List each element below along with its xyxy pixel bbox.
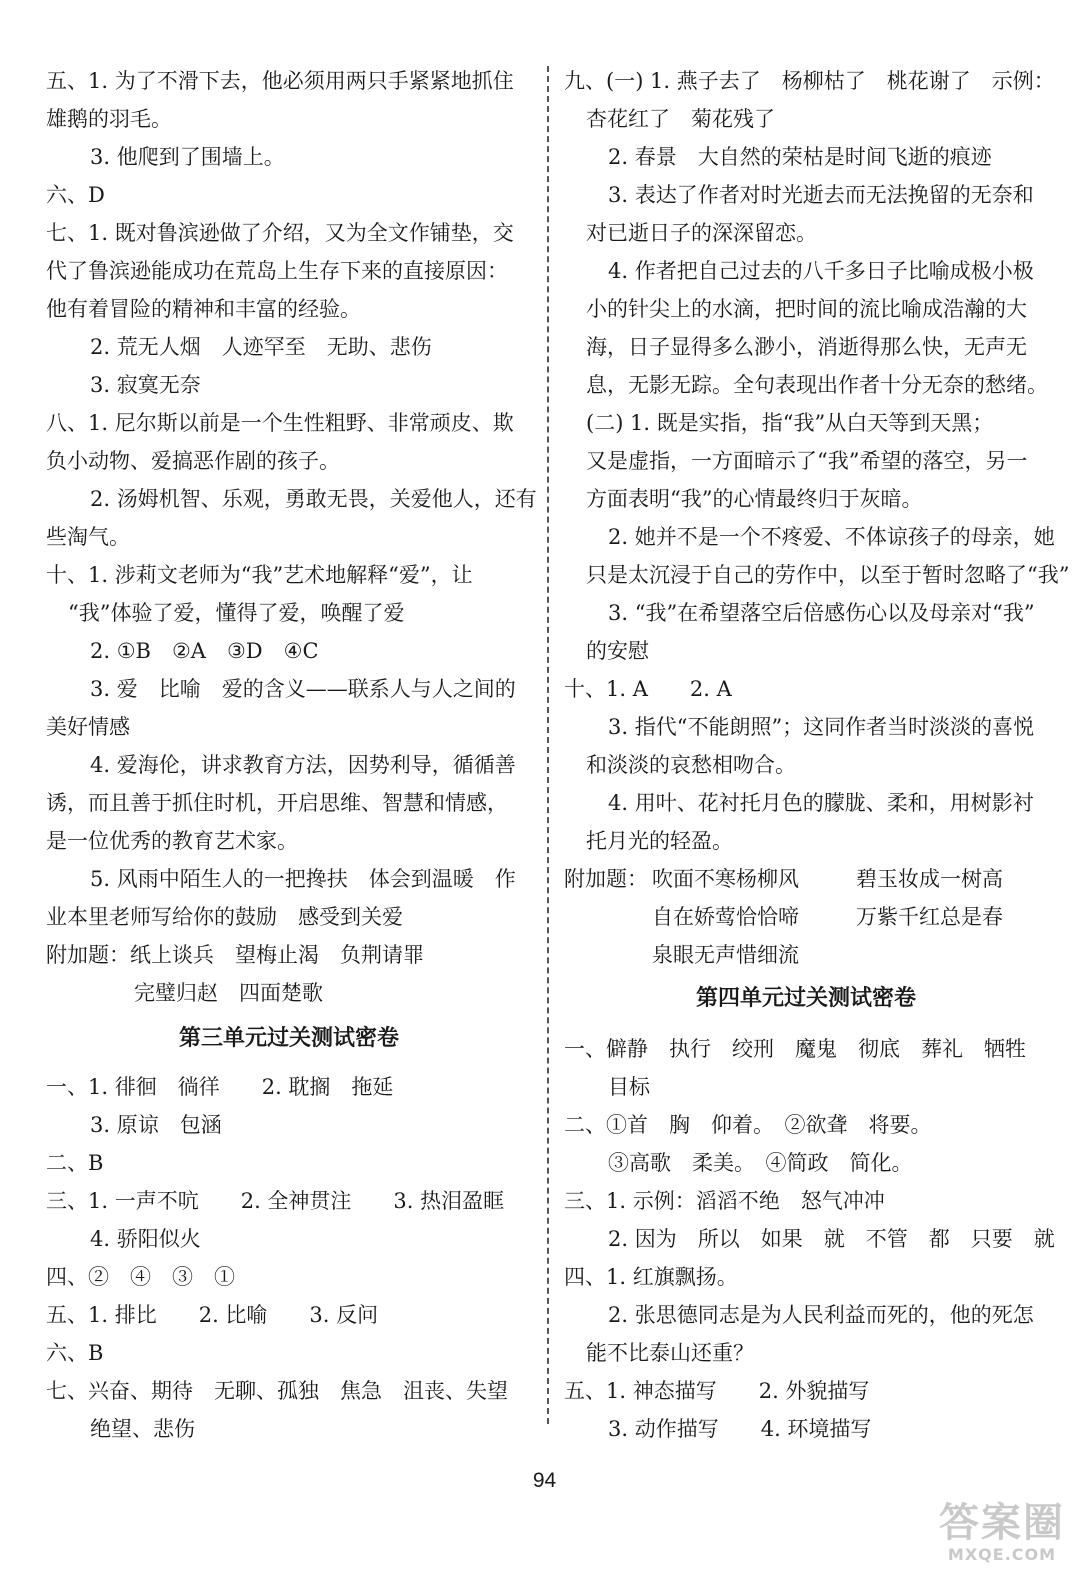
answer-line: 六、D bbox=[46, 183, 105, 207]
answer-line: 绝望、悲伤 bbox=[90, 1417, 195, 1441]
answer-line: 4. 作者把自己过去的八千多日子比喻成极小极 bbox=[608, 259, 1034, 283]
answer-line: 4. 爱海伦，讲求教育方法，因势利导，循循善 bbox=[90, 753, 516, 777]
answer-line: 七、1. 既对鲁滨逊做了介绍，又为全文作铺垫，交 bbox=[46, 221, 514, 245]
answer-line: 美好情感 bbox=[46, 715, 130, 739]
answer-line: (二) 1. 既是实指，指“我”从白天等到天黑； bbox=[586, 411, 994, 435]
poem-line: 碧玉妆成一树高 bbox=[856, 867, 1003, 891]
extra-question-label: 附加题： bbox=[564, 867, 648, 891]
answer-line: 2. 因为 所以 如果 就 不管 都 只要 就 bbox=[608, 1227, 1055, 1251]
answer-line: 一、1. 徘徊 徜徉 2. 耽搁 拖延 bbox=[46, 1075, 394, 1099]
answer-line: 诱，而且善于抓住时机，开启思维、智慧和情感， bbox=[46, 791, 508, 815]
answer-line: 二、B bbox=[46, 1151, 104, 1175]
answer-line: 五、1. 神态描写 2. 外貌描写 bbox=[564, 1379, 870, 1403]
answer-line: 又是虚指，一方面暗示了“我”希望的落空，另一 bbox=[586, 449, 1028, 473]
answer-line: 代了鲁滨逊能成功在荒岛上生存下来的直接原因： bbox=[46, 259, 508, 283]
answer-line: 的安慰 bbox=[586, 639, 649, 663]
answer-line: 小的针尖上的水滴，把时间的流比喻成浩瀚的大 bbox=[586, 297, 1027, 321]
answer-line: 三、1. 示例：滔滔不绝 怒气冲冲 bbox=[564, 1189, 885, 1213]
answer-line: 海，日子显得多么渺小，消逝得那么快，无声无 bbox=[586, 335, 1027, 359]
answer-line: 七、兴奋、期待 无聊、孤独 焦急 沮丧、失望 bbox=[46, 1379, 508, 1403]
answer-line: 目标 bbox=[608, 1075, 650, 1099]
answer-line: 3. “我”在希望落空后倍感伤心以及母亲对“我” bbox=[608, 601, 1035, 625]
answer-line: 2. 春景 大自然的荣枯是时间飞逝的痕迹 bbox=[608, 145, 992, 169]
answer-line: 雄鹅的羽毛。 bbox=[46, 107, 172, 131]
answer-line: ③高歌 柔美。 ④简政 简化。 bbox=[608, 1151, 913, 1175]
answer-line: 4. 用叶、花衬托月色的朦胧、柔和，用树影衬 bbox=[608, 791, 1034, 815]
answer-line: 3. 原谅 包涵 bbox=[90, 1113, 222, 1137]
answer-line: 方面表明“我”的心情最终归于灰暗。 bbox=[586, 487, 923, 511]
poem-line: 万紫千红总是春 bbox=[856, 905, 1003, 929]
answer-line: 业本里老师写给你的鼓励 感受到关爱 bbox=[46, 905, 403, 929]
answer-line: 四、② ④ ③ ① bbox=[46, 1265, 235, 1289]
answer-line: 5. 风雨中陌生人的一把搀扶 体会到温暖 作 bbox=[90, 867, 516, 891]
answer-line: 对已逝日子的深深留恋。 bbox=[586, 221, 817, 245]
answer-line: 十、1. 涉莉文老师为“我”艺术地解释“爱”，让 bbox=[46, 563, 473, 587]
answer-line: 2. ①B ②A ③D ④C bbox=[90, 639, 319, 663]
answer-line: 完璧归赵 四面楚歌 bbox=[134, 981, 323, 1005]
answer-line: 只是太沉浸于自己的劳作中，以至于暂时忽略了“我” bbox=[586, 563, 1070, 587]
answer-line: 五、1. 为了不滑下去，他必须用两只手紧紧地抓住 bbox=[46, 69, 514, 93]
answer-line: 3. 爱 比喻 爱的含义——联系人与人之间的 bbox=[90, 677, 516, 701]
answer-line: 2. 张思德同志是为人民利益而死的，他的死怎 bbox=[608, 1303, 1034, 1327]
poem-line: 吹面不寒杨柳风 bbox=[652, 867, 799, 891]
answer-line: 4. 骄阳似火 bbox=[90, 1227, 201, 1251]
answer-line: 四、1. 红旗飘扬。 bbox=[564, 1265, 738, 1289]
section-title-unit-4: 第四单元过关测试密卷 bbox=[695, 986, 916, 1011]
answer-line: 3. 他爬到了围墙上。 bbox=[90, 145, 285, 169]
answer-line: 九、(一) 1. 燕子去了 杨柳枯了 桃花谢了 示例： bbox=[564, 69, 1055, 93]
answer-line: 2. 荒无人烟 人迹罕至 无助、悲伤 bbox=[90, 335, 432, 359]
watermark-url: MXQE.COM bbox=[947, 1545, 1057, 1564]
answer-line: 些淘气。 bbox=[46, 525, 130, 549]
answer-line: 八、1. 尼尔斯以前是一个生性粗野、非常顽皮、欺 bbox=[46, 411, 514, 435]
answer-line: 托月光的轻盈。 bbox=[586, 829, 733, 853]
answer-line: 2. 她并不是一个不疼爱、不体谅孩子的母亲，她 bbox=[608, 525, 1055, 549]
answer-line: 和淡淡的哀愁相吻合。 bbox=[586, 753, 796, 777]
answer-line: 3. 动作描写 4. 环境描写 bbox=[608, 1417, 872, 1441]
column-divider bbox=[547, 66, 549, 1424]
answer-line: 3. 指代“不能朗照”；这同作者当时淡淡的喜悦 bbox=[608, 715, 1035, 739]
answer-line: 能不比泰山还重？ bbox=[586, 1341, 754, 1365]
answer-line: 六、B bbox=[46, 1341, 104, 1365]
section-title-unit-3: 第三单元过关测试密卷 bbox=[178, 1026, 399, 1051]
poem-line: 自在娇莺恰恰啼 bbox=[652, 905, 799, 929]
answer-line: 负小动物、爱搞恶作剧的孩子。 bbox=[46, 449, 340, 473]
watermark-main-text: 答案圈 bbox=[939, 1500, 1065, 1546]
answer-line: “我”体验了爱，懂得了爱，唤醒了爱 bbox=[68, 601, 405, 625]
answer-line: 2. 汤姆机智、乐观，勇敢无畏，关爱他人，还有 bbox=[90, 487, 537, 511]
answer-line: 十、1. A 2. A bbox=[564, 677, 732, 701]
answer-line: 是一位优秀的教育艺术家。 bbox=[46, 829, 298, 853]
answer-line: 杏花红了 菊花残了 bbox=[586, 107, 775, 131]
answer-line: 五、1. 排比 2. 比喻 3. 反问 bbox=[46, 1303, 379, 1327]
answer-line: 3. 寂寞无奈 bbox=[90, 373, 201, 397]
watermark-logo bbox=[927, 1501, 1077, 1565]
answer-line: 他有着冒险的精神和丰富的经验。 bbox=[46, 297, 361, 321]
answer-line: 3. 表达了作者对时光逝去而无法挽留的无奈和 bbox=[608, 183, 1034, 207]
poem-line: 泉眼无声惜细流 bbox=[652, 943, 799, 967]
answer-line: 息，无影无踪。全句表现出作者十分无奈的愁绪。 bbox=[586, 373, 1048, 397]
answer-line: 一、僻静 执行 绞刑 魔鬼 彻底 葬礼 牺牲 bbox=[564, 1037, 1026, 1061]
answer-line: 三、1. 一声不吭 2. 全神贯注 3. 热泪盈眶 bbox=[46, 1189, 505, 1213]
answer-line: 附加题：纸上谈兵 望梅止渴 负荆请罪 bbox=[46, 943, 424, 967]
page-number: 94 bbox=[532, 1469, 557, 1492]
answer-line: 二、①首 胸 仰着。 ②欲聋 将要。 bbox=[564, 1113, 932, 1137]
